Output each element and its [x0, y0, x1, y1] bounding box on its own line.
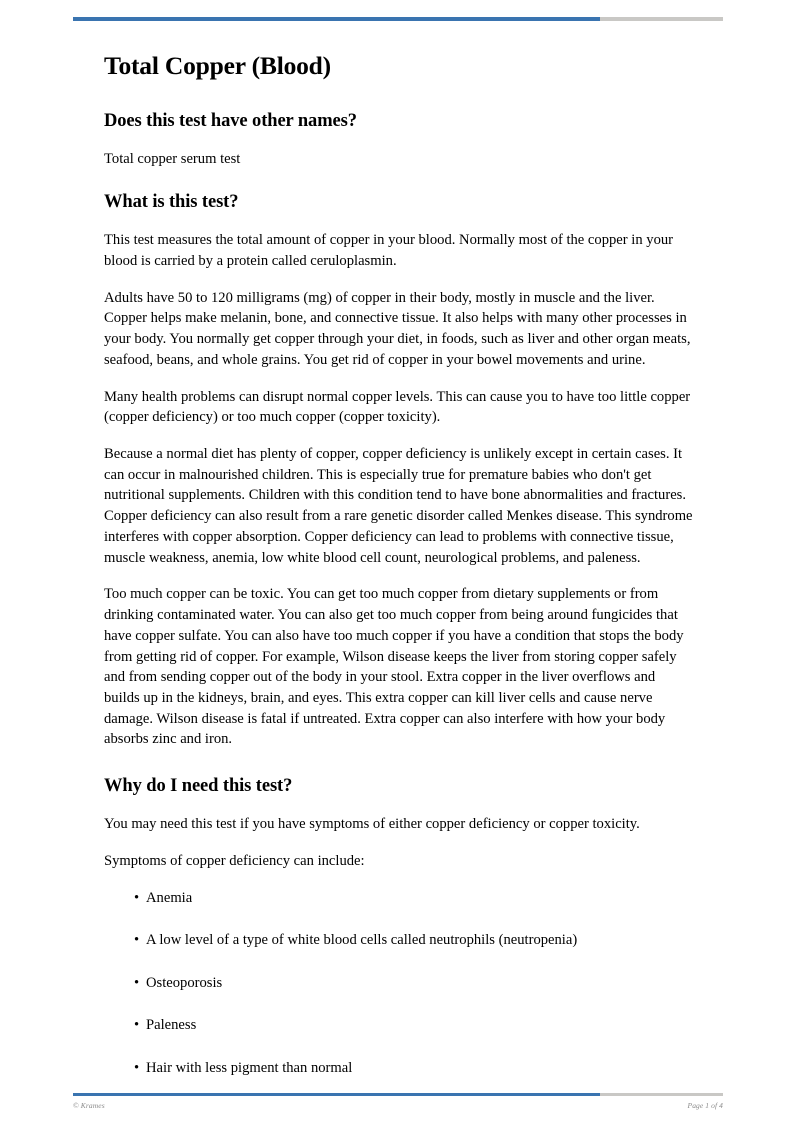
footer-accent-rule: [73, 1093, 723, 1096]
header-accent-rule: [73, 17, 723, 21]
paragraph: Too much copper can be toxic. You can get too much copper from dietary supplements or from drinking contaminated water. You can also get too much copper from being around fungicides that have copper sulfate. You can also have too much copper if you have a condition that stops the body from getting rid of copper. For example, Wilson disease keeps the liver from storing copper safely and from sending copper out of the body in your stool. Extra copper in the liver overflows and builds up in the kidneys, brain, and eyes. This extra copper can kill liver cells and cause nerve damage. Wilson disease is fatal if untreated. Extra copper can also interfere with how your body absorbs zinc and iron.: [104, 586, 684, 748]
paragraph: This test measures the total amount of copper in your blood. Normally most of the copper in your blood is carried by a protein called ceruloplasmin.: [104, 232, 674, 270]
page-footer: [73, 1101, 723, 1110]
list-item-label: Anemia: [146, 889, 193, 906]
footer-page-number: Page 1 of 4: [687, 1101, 723, 1110]
list-item-label: Osteoporosis: [146, 974, 223, 991]
list-item: [104, 888, 693, 908]
bullet-icon: •: [134, 974, 140, 991]
paragraph: Many health problems can disrupt normal copper levels. This can cause you to have too little copper (copper deficiency) or too much copper (copper toxicity).: [104, 388, 691, 426]
paragraph: You may need this test if you have symptoms of either copper deficiency or copper toxicity.: [104, 816, 640, 833]
section-other-names: [104, 111, 693, 170]
list-item-label: A low level of a type of white blood cells called neutrophils (neutropenia): [146, 932, 578, 949]
footer-copyright: © Krames: [73, 1101, 105, 1110]
footer-rule-track-segment: [600, 1093, 724, 1096]
bullet-icon: •: [134, 932, 140, 949]
paragraph: Because a normal diet has plenty of copper, copper deficiency is unlikely except in certain cases. It can occur in malnourished children. This is especially true for premature babies who don't get nutritional supplements. Children with this condition tend to have bone abnormalities and fractures. Copper deficiency can also result from a rare genetic disorder called Menkes disease. This syndrome interferes with copper absorption. Copper deficiency can lead to problems with connective tissue, muscle weakness, anemia, low white blood cell count, neurological problems, and paleness.: [104, 446, 693, 566]
section-heading: Does this test have other names?: [104, 111, 357, 132]
list-item: [104, 1015, 693, 1035]
page-title: Total Copper (Blood): [104, 51, 331, 80]
footer-rule-accent-segment: [73, 1093, 600, 1096]
section-heading: What is this test?: [104, 192, 239, 213]
bullet-icon: •: [134, 1017, 140, 1034]
section-what-is-this-test: [104, 192, 693, 750]
list-item: [104, 1058, 693, 1078]
list-item: [104, 930, 693, 950]
section-heading: Why do I need this test?: [104, 776, 293, 797]
section-why-need-test: [104, 776, 693, 1078]
paragraph: Total copper serum test: [104, 151, 241, 168]
document-content: [104, 52, 693, 1104]
list-item-label: Paleness: [146, 1017, 197, 1034]
paragraph: Adults have 50 to 120 milligrams (mg) of copper in their body, mostly in muscle and the liver. Copper helps make melanin, bone, and connective tissue. It also helps with many other processes in your body. You normally get copper through your diet, in foods, such as liver and other organ meats, seafood, beans, and whole grains. You get rid of copper in your bowel movements and urine.: [104, 289, 691, 368]
symptom-list: [104, 888, 693, 1078]
bullet-icon: •: [134, 889, 140, 906]
list-item-label: Hair with less pigment than normal: [146, 1059, 353, 1076]
header-rule-track-segment: [600, 17, 724, 21]
bullet-icon: •: [134, 1059, 140, 1076]
paragraph: Symptoms of copper deficiency can include:: [104, 853, 365, 870]
header-rule-accent-segment: [73, 17, 600, 21]
list-item: [104, 973, 693, 993]
